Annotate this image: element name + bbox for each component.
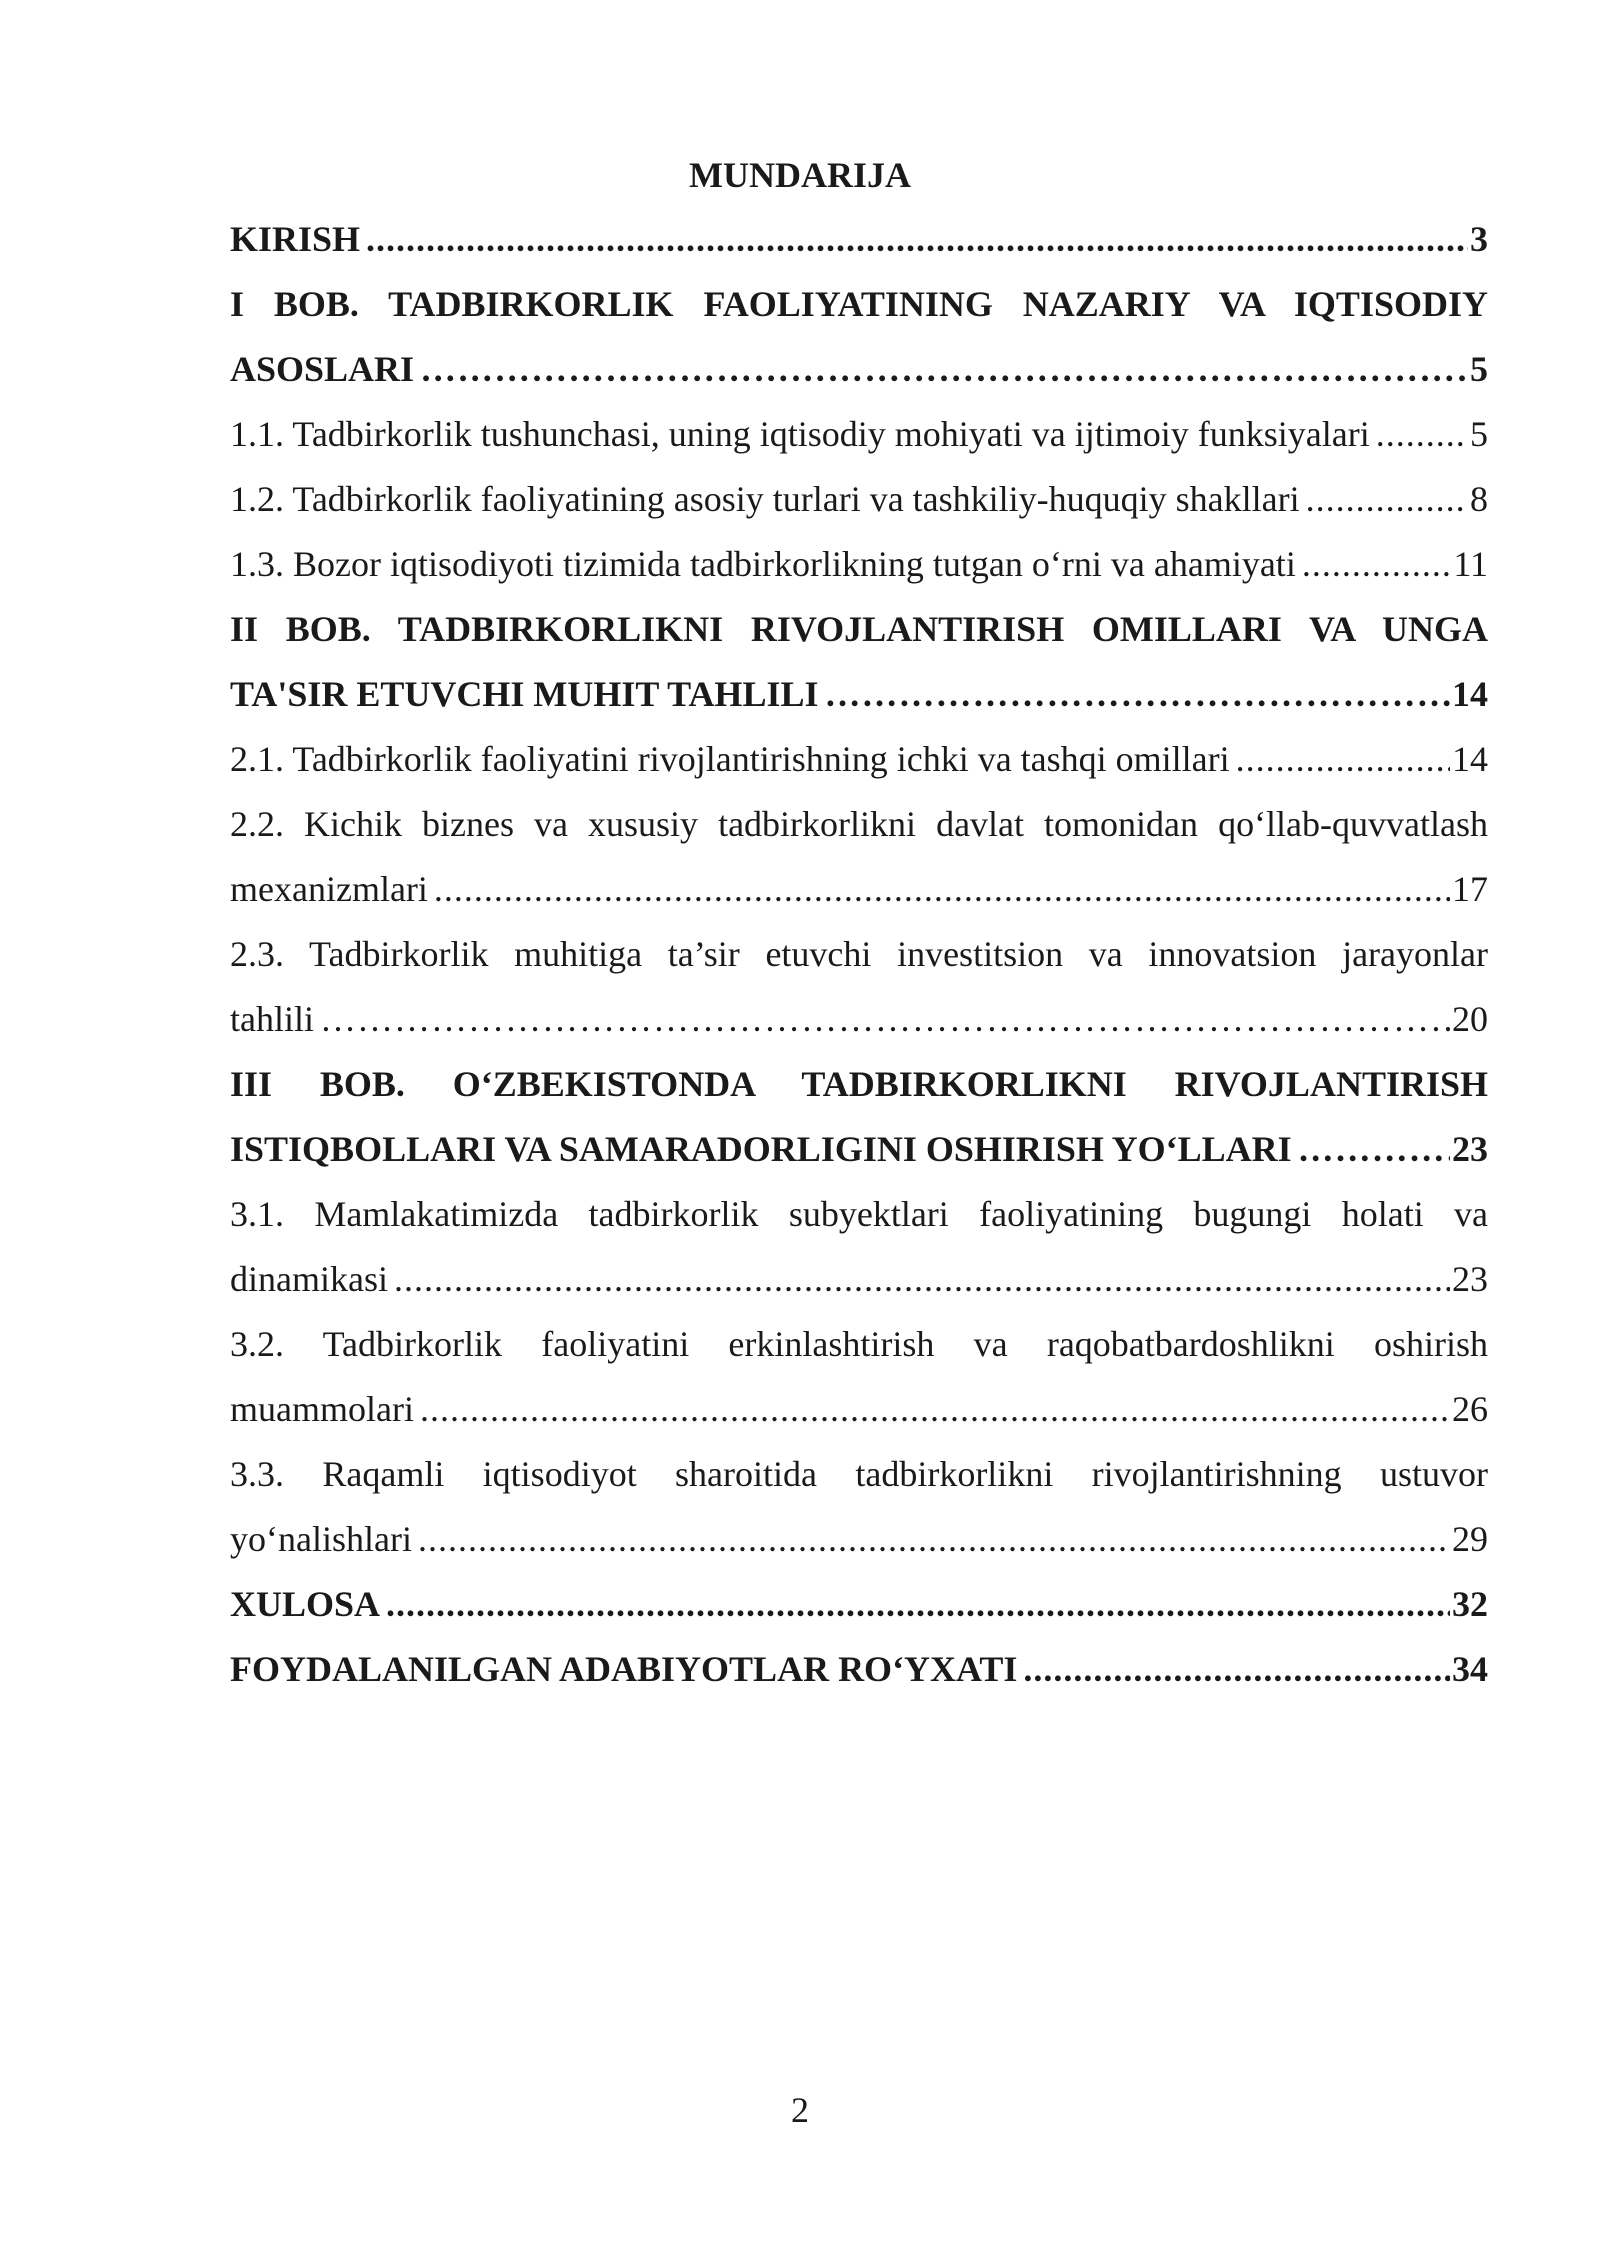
toc-entry-label: ASOSLARI	[230, 349, 415, 389]
toc-entry-1-2[interactable]	[230, 467, 1488, 532]
toc-entry-label-line1: III BOB. O‘ZBEKISTONDA TADBIRKORLIKNI RIVOJLANTIRISH	[230, 1064, 1488, 1104]
toc-entry-label: 1.3. Bozor iqtisodiyoti tizimida tadbirkorlikning tutgan o‘rni va ahamiyati	[230, 544, 1296, 584]
toc-entry-label: muammolari	[230, 1389, 414, 1429]
toc-page-number: 8	[1470, 479, 1488, 519]
toc-entry-label-line1: II BOB. TADBIRKORLIKNI RIVOJLANTIRISH OMILLARI VA UNGA	[230, 609, 1488, 649]
toc-entry-label-line1: 2.3. Tadbirkorlik muhitiga ta’sir etuvchi investitsion va innovatsion jarayonlar	[230, 934, 1488, 974]
dot-leader	[420, 337, 1468, 402]
dot-leader	[1236, 727, 1450, 792]
dot-leader	[824, 662, 1450, 727]
toc-entry-label: TA'SIR ETUVCHI MUHIT TAHLILI	[230, 674, 819, 714]
dot-leader	[1376, 402, 1468, 467]
toc-entry-label-line1: 3.1. Mamlakatimizda tadbirkorlik subyektlari faoliyatining bugungi holati va	[230, 1194, 1488, 1234]
toc-page-number: 20	[1452, 999, 1488, 1039]
dot-leader	[434, 857, 1450, 922]
toc-entry-chapter-1[interactable]	[230, 272, 1488, 402]
toc-entry-2-1[interactable]	[230, 727, 1488, 792]
toc-entry-label: KIRISH	[230, 219, 361, 259]
toc-entry-label: 2.1. Tadbirkorlik faoliyatini rivojlantirishning ichki va tashqi omillari	[230, 739, 1230, 779]
dot-leader	[1306, 467, 1468, 532]
toc-entry-3-3[interactable]	[230, 1442, 1488, 1572]
toc-entry-label: FOYDALANILGAN ADABIYOTLAR RO‘YXATI	[230, 1649, 1018, 1689]
dot-leader	[418, 1507, 1450, 1572]
dot-leader	[366, 207, 1468, 272]
toc-entry-3-2[interactable]	[230, 1312, 1488, 1442]
toc-page-number: 5	[1470, 414, 1488, 454]
dot-leader	[1023, 1637, 1450, 1702]
toc-page-number: 3	[1470, 219, 1488, 259]
toc-page-number: 23	[1452, 1259, 1488, 1299]
toc-entry-label-line1: 3.3. Raqamli iqtisodiyot sharoitida tadbirkorlikni rivojlantirishning ustuvor	[230, 1454, 1488, 1494]
toc-page-number: 14	[1452, 674, 1488, 714]
toc-page-number: 14	[1452, 739, 1488, 779]
toc-entry-references[interactable]	[230, 1637, 1488, 1702]
toc-entry-label-line1: 3.2. Tadbirkorlik faoliyatini erkinlashtirish va raqobatbardoshlikni oshirish	[230, 1324, 1488, 1364]
toc-entry-label: dinamikasi	[230, 1259, 388, 1299]
page-title: MUNDARIJA	[689, 155, 911, 195]
dot-leader	[1298, 1117, 1450, 1182]
toc-page-number: 32	[1452, 1584, 1488, 1624]
toc-entry-label-line1: 2.2. Kichik biznes va xususiy tadbirkorlikni davlat tomonidan qo‘llab-quvvatlash	[230, 804, 1488, 844]
toc-entry-label: 1.2. Tadbirkorlik faoliyatining asosiy turlari va tashkiliy-huquqiy shakllari	[230, 479, 1300, 519]
toc-page-number: 23	[1452, 1129, 1488, 1169]
toc-entry-3-1[interactable]	[230, 1182, 1488, 1312]
toc-entry-2-2[interactable]	[230, 792, 1488, 922]
table-of-contents	[230, 207, 1488, 1702]
dot-leader	[386, 1572, 1450, 1637]
dot-leader	[394, 1247, 1450, 1312]
toc-entry-chapter-2[interactable]	[230, 597, 1488, 727]
toc-entry-chapter-3[interactable]	[230, 1052, 1488, 1182]
page-number: 2	[791, 2090, 809, 2130]
toc-entry-1-1[interactable]	[230, 402, 1488, 467]
toc-entry-label-line1: I BOB. TADBIRKORLIK FAOLIYATINING NAZARIY VA IQTISODIY	[230, 284, 1488, 324]
dot-leader	[1302, 532, 1452, 597]
toc-entry-label: ISTIQBOLLARI VA SAMARADORLIGINI OSHIRISH YO‘LLARI	[230, 1129, 1292, 1169]
toc-entry-2-3[interactable]	[230, 922, 1488, 1052]
toc-page-number: 5	[1470, 349, 1488, 389]
toc-entry-label: XULOSA	[230, 1584, 381, 1624]
toc-entry-label: 1.1. Tadbirkorlik tushunchasi, uning iqtisodiy mohiyati va ijtimoiy funksiyalari	[230, 414, 1370, 454]
toc-entry-kirish[interactable]	[230, 207, 1488, 272]
dot-leader	[420, 1377, 1450, 1442]
toc-entry-1-3[interactable]	[230, 532, 1488, 597]
toc-page-number: 34	[1452, 1649, 1488, 1689]
toc-entry-label: tahlili	[230, 999, 314, 1039]
toc-entry-label: yo‘nalishlari	[230, 1519, 412, 1559]
toc-page-number: 26	[1452, 1389, 1488, 1429]
toc-page-number: 17	[1452, 869, 1488, 909]
toc-entry-xulosa[interactable]	[230, 1572, 1488, 1637]
toc-page-number: 29	[1452, 1519, 1488, 1559]
dot-leader	[320, 987, 1450, 1052]
toc-page-number: 11	[1453, 544, 1488, 584]
toc-entry-label: mexanizmlari	[230, 869, 428, 909]
